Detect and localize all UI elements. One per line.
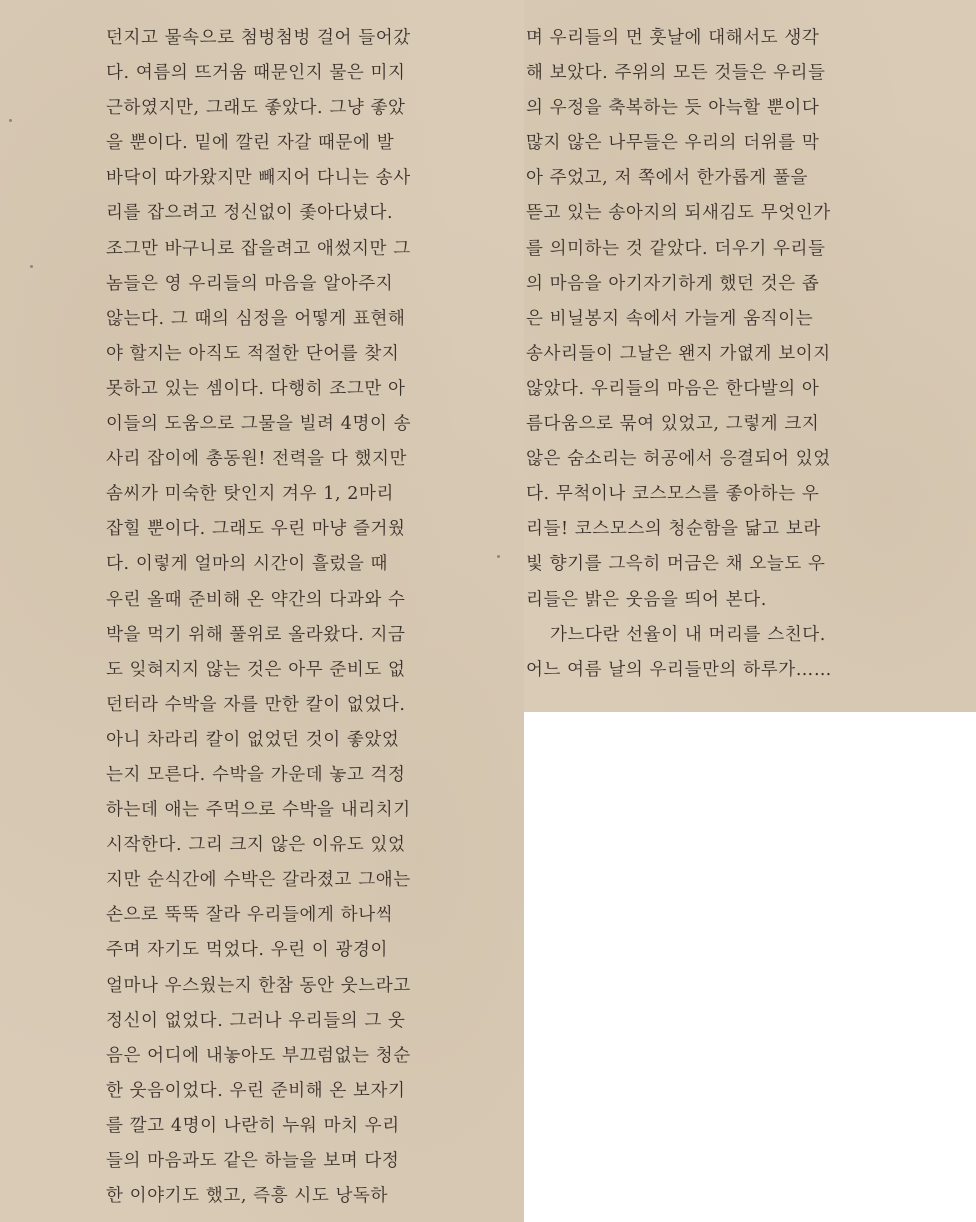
text-line: 주며 자기도 먹었다. 우린 이 광경이 [106, 940, 389, 961]
text-line: 박을 먹기 위해 풀위로 올라왔다. 지금 [106, 624, 406, 645]
text-line: 음은 어디에 내놓아도 부끄럼없는 청순 [106, 1045, 411, 1066]
text-line: 않았다. 우리들의 마음은 한다발의 아 [526, 378, 820, 399]
text-line: 해 보았다. 주위의 모든 것들은 우리들 [526, 63, 826, 84]
text-line: 던지고 물속으로 첨벙첨벙 걸어 들어갔 [106, 28, 411, 48]
text-line: 들의 마음과도 같은 하늘을 보며 다정 [106, 1151, 400, 1171]
text-line: 이들의 도움으로 그물을 빌려 4명이 송 [106, 414, 412, 435]
text-line: 을 뿐이다. 밑에 깔린 자갈 때문에 발 [106, 133, 395, 154]
text-line: 많지 않은 나무들은 우리의 더위를 막 [526, 133, 820, 154]
text-line: 솜씨가 미숙한 탓인지 겨우 1, 2마리 [106, 484, 395, 505]
text-line: 못하고 있는 셈이다. 다행히 조그만 아 [106, 378, 406, 399]
text-line: 잡힐 뿐이다. 그래도 우린 마냥 즐거웠 [106, 519, 406, 540]
text-line: 를 깔고 4명이 나란히 누워 마치 우리 [106, 1115, 400, 1136]
text-line: 조그만 바구니로 잡을려고 애썼지만 그 [106, 238, 411, 259]
paper-speck [30, 265, 33, 268]
text-line: 를 의미하는 것 같았다. 더우기 우리들 [526, 238, 826, 259]
text-line: 의 우정을 축복하는 듯 아늑할 뿐이다 [526, 98, 820, 119]
text-line: 는지 모른다. 수박을 가운데 놓고 걱정 [106, 764, 406, 785]
text-line: 얼마나 우스웠는지 한참 동안 웃느라고 [106, 975, 411, 996]
text-line: 가느다란 선율이 내 머리를 스친다. [550, 624, 826, 645]
text-line: 바닥이 따가왔지만 빼지어 다니는 송사 [106, 168, 411, 189]
text-line: 은 비닐봉지 속에서 가늘게 움직이는 [526, 308, 814, 329]
text-line: 야 할지는 아직도 적절한 단어를 찾지 [106, 343, 400, 364]
text-line: 뜯고 있는 송아지의 되새김도 무엇인가 [526, 203, 831, 224]
text-line: 리들은 밝은 웃음을 띄어 본다. [526, 589, 767, 610]
text-line: 사리 잡이에 총동원! 전력을 다 했지만 [106, 449, 408, 470]
text-line: 어느 여름 날의 우리들만의 하루가…… [526, 659, 832, 680]
text-line: 놈들은 영 우리들의 마음을 알아주지 [106, 273, 394, 294]
text-line: 않은 숨소리는 허공에서 응결되어 있었 [526, 449, 831, 470]
text-line: 한 웃음이었다. 우린 준비해 온 보자기 [106, 1080, 406, 1101]
text-line: 다. 이렇게 얼마의 시간이 흘렀을 때 [106, 554, 389, 575]
text-line: 한 이야기도 했고, 즉흥 시도 낭독하 [106, 1186, 389, 1207]
text-line: 정신이 없었다. 그러나 우리들의 그 웃 [106, 1010, 406, 1031]
text-line: 아니 차라리 칼이 없었던 것이 좋았었 [106, 729, 400, 750]
text-line: 아 주었고, 저 쪽에서 한가롭게 풀을 [526, 168, 809, 189]
text-line: 지만 순식간에 수박은 갈라졌고 그애는 [106, 870, 411, 891]
text-line: 시작한다. 그리 크지 않은 이유도 있었 [106, 835, 406, 856]
text-line: 우린 올때 준비해 온 약간의 다과와 수 [106, 589, 406, 610]
text-line: 리들! 코스모스의 청순함을 닮고 보라 [526, 519, 821, 540]
text-line: 던터라 수박을 자를 만한 칼이 없었다. [106, 694, 406, 715]
paper-speck [9, 119, 12, 122]
right-text-column [526, 21, 832, 688]
text-line: 다. 여름의 뜨거움 때문인지 물은 미지 [106, 63, 406, 84]
text-line: 의 마음을 아기자기하게 했던 것은 좁 [526, 273, 820, 294]
text-line: 근하였지만, 그래도 좋았다. 그냥 좋았 [106, 98, 406, 119]
text-line: 하는데 애는 주먹으로 수박을 내리치기 [106, 800, 411, 821]
text-line: 며 우리들의 먼 훗날에 대해서도 생각 [526, 28, 820, 48]
text-line: 다. 무척이나 코스모스를 좋아하는 우 [526, 484, 820, 505]
text-line: 손으로 뚝뚝 잘라 우리들에게 하나씩 [106, 905, 394, 926]
text-line: 않는다. 그 때의 심정을 어떻게 표현해 [106, 308, 406, 329]
text-line: 송사리들이 그날은 왠지 가엾게 보이지 [526, 343, 831, 364]
left-text-column [106, 21, 411, 1214]
text-line: 리를 잡으려고 정신없이 좇아다녔다. [106, 203, 394, 224]
text-line: 빛 향기를 그윽히 머금은 채 오늘도 우 [526, 554, 826, 575]
paper-speck [497, 555, 500, 558]
text-line: 름다움으로 묶여 있었고, 그렇게 크지 [526, 414, 820, 435]
text-line: 도 잊혀지지 않는 것은 아무 준비도 없 [106, 659, 406, 680]
